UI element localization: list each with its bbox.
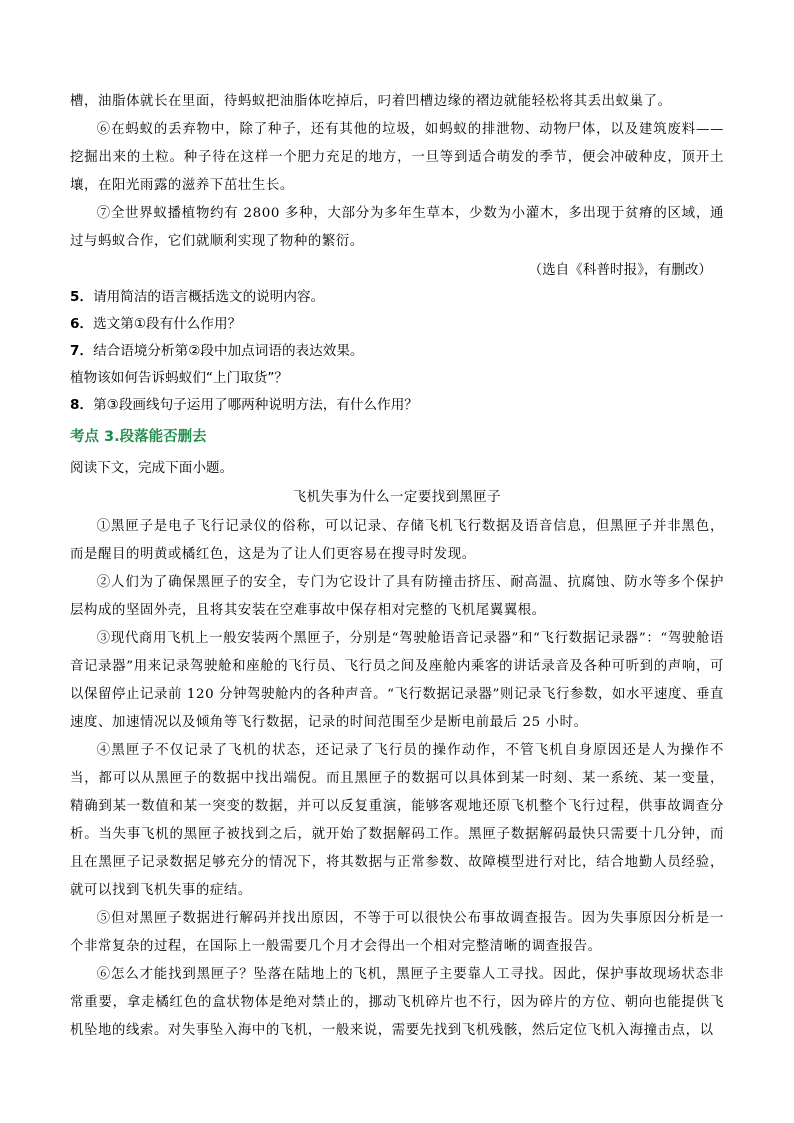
passage1-paragraph-7: ⑦全世界蚁播植物约有 2800 多种，大部分为多年生草本，少数为小灌木，多出现于贫瘠的区域，通过与蚂蚁合作，它们就顺利实现了物种的繁衍。	[70, 206, 724, 249]
passage1-paragraph-1: 槽，油脂体就长在里面，待蚂蚁把油脂体吃掉后，叼着凹槽边缘的褶边就能轻松将其丢出蚁巢了。	[70, 94, 672, 109]
question-number: 8．	[70, 397, 94, 413]
question-number: 5．	[70, 289, 94, 305]
passage2-paragraph-3: ③现代商用飞机上一般安装两个黑匣子，分别是“驾驶舱语音记录器”和“飞行数据记录器”：“驾驶舱语音记录器”用来记录驾驶舱和座舱的飞行员、飞行员之间及座舱内乘客的讲话录音及各种可听到的声响，可以保留停止记录前 120 分钟驾驶舱内的各种声音。“飞行数据记录器”则记录飞行参数，如水平速度、垂直速度、加速情况以及倾角等飞行数据，记录的时间范围至少是断电前最后 25 小时。	[70, 631, 724, 730]
question-list	[70, 284, 724, 419]
question-7-sub	[70, 365, 724, 392]
article-title: 飞机失事为什么一定要找到黑匣子	[292, 490, 502, 505]
question-6	[70, 311, 724, 338]
passage2-paragraph-1: ①黑匣子是电子飞行记录仪的俗称，可以记录、存储飞机飞行数据及语音信息，但黑匣子并非黑色，而是醒目的明黄或橘红色，这是为了让人们更容易在搜寻时发现。	[70, 519, 724, 562]
question-text: 第③段画线句子运用了哪两种说明方法，有什么作用？	[93, 397, 418, 413]
passage2-paragraph-6: ⑥怎么才能找到黑匣子？坠落在陆地上的飞机，黑匣子主要靠人工寻找。因此，保护事故现场状态非常重要，拿走橘红色的盒状物体是绝对禁止的，挪动飞机碎片也不行，因为碎片的方位、朝向也能提供飞机坠地的线索。对失事坠入海中的飞机，一般来说，需要先找到飞机残骸，然后定位飞机入海撞击点，以	[70, 967, 724, 1038]
question-text: 结合语境分析第②段中加点词语的表达效果。	[93, 343, 364, 359]
section-title: 考点 3.段落能否删去	[70, 429, 207, 445]
reading-instruction: 阅读下文，完成下面小题。	[70, 460, 234, 476]
question-text: 请用简洁的语言概括选文的说明内容。	[93, 289, 325, 305]
passage2-paragraph-5: ⑤但对黑匣子数据进行解码并找出原因，不等于可以很快公布事故调查报告。因为失事原因分析是一个非常复杂的过程，在国际上一般需要几个月才会得出一个相对完整清晰的调查报告。	[70, 911, 724, 954]
passage2-paragraph-4: ④黑匣子不仅记录了飞机的状态，还记录了飞行员的操作动作，不管飞机自身原因还是人为操作不当，都可以从黑匣子的数据中找出端倪。而且黑匣子的数据可以具体到某一时刻、某一系统、某一变量，精确到某一数值和某一突变的数据，并可以反复重演，能够客观地还原飞机整个飞行过程，供事故调查分析。当失事飞机的黑匣子被找到之后，就开始了数据解码工作。黑匣子数据解码最快只需要十几分钟，而且在黑匣子记录数据足够充分的情况下，将其数据与正常参数、故障模型进行对比，结合地勤人员经验，就可以找到飞机失事的症结。	[70, 743, 724, 898]
passage1-paragraph-6: ⑥在蚂蚁的丢弃物中，除了种子，还有其他的垃圾，如蚂蚁的排泄物、动物尸体，以及建筑废料——挖掘出来的土粒。种子待在这样一个肥力充足的地方，一旦等到适合萌发的季节，便会冲破种皮，顶开土壤，在阳光雨露的滋养下茁壮生长。	[70, 122, 724, 193]
passage1-source: （选自《科普时报》，有删改）	[528, 262, 712, 278]
question-number: 6．	[70, 316, 94, 332]
question-7	[70, 338, 724, 365]
passage2-paragraph-2: ②人们为了确保黑匣子的安全，专门为它设计了具有防撞击挤压、耐高温、抗腐蚀、防水等多个保护层构成的坚固外壳，且将其安装在空难事故中保存相对完整的飞机尾翼翼根。	[70, 575, 724, 618]
question-text: 选文第①段有什么作用？	[93, 316, 242, 332]
question-5	[70, 284, 724, 311]
question-text: 植物该如何告诉蚂蚁们“上门取货”？	[70, 370, 288, 386]
question-number: 7．	[70, 343, 94, 359]
question-8	[70, 392, 724, 419]
